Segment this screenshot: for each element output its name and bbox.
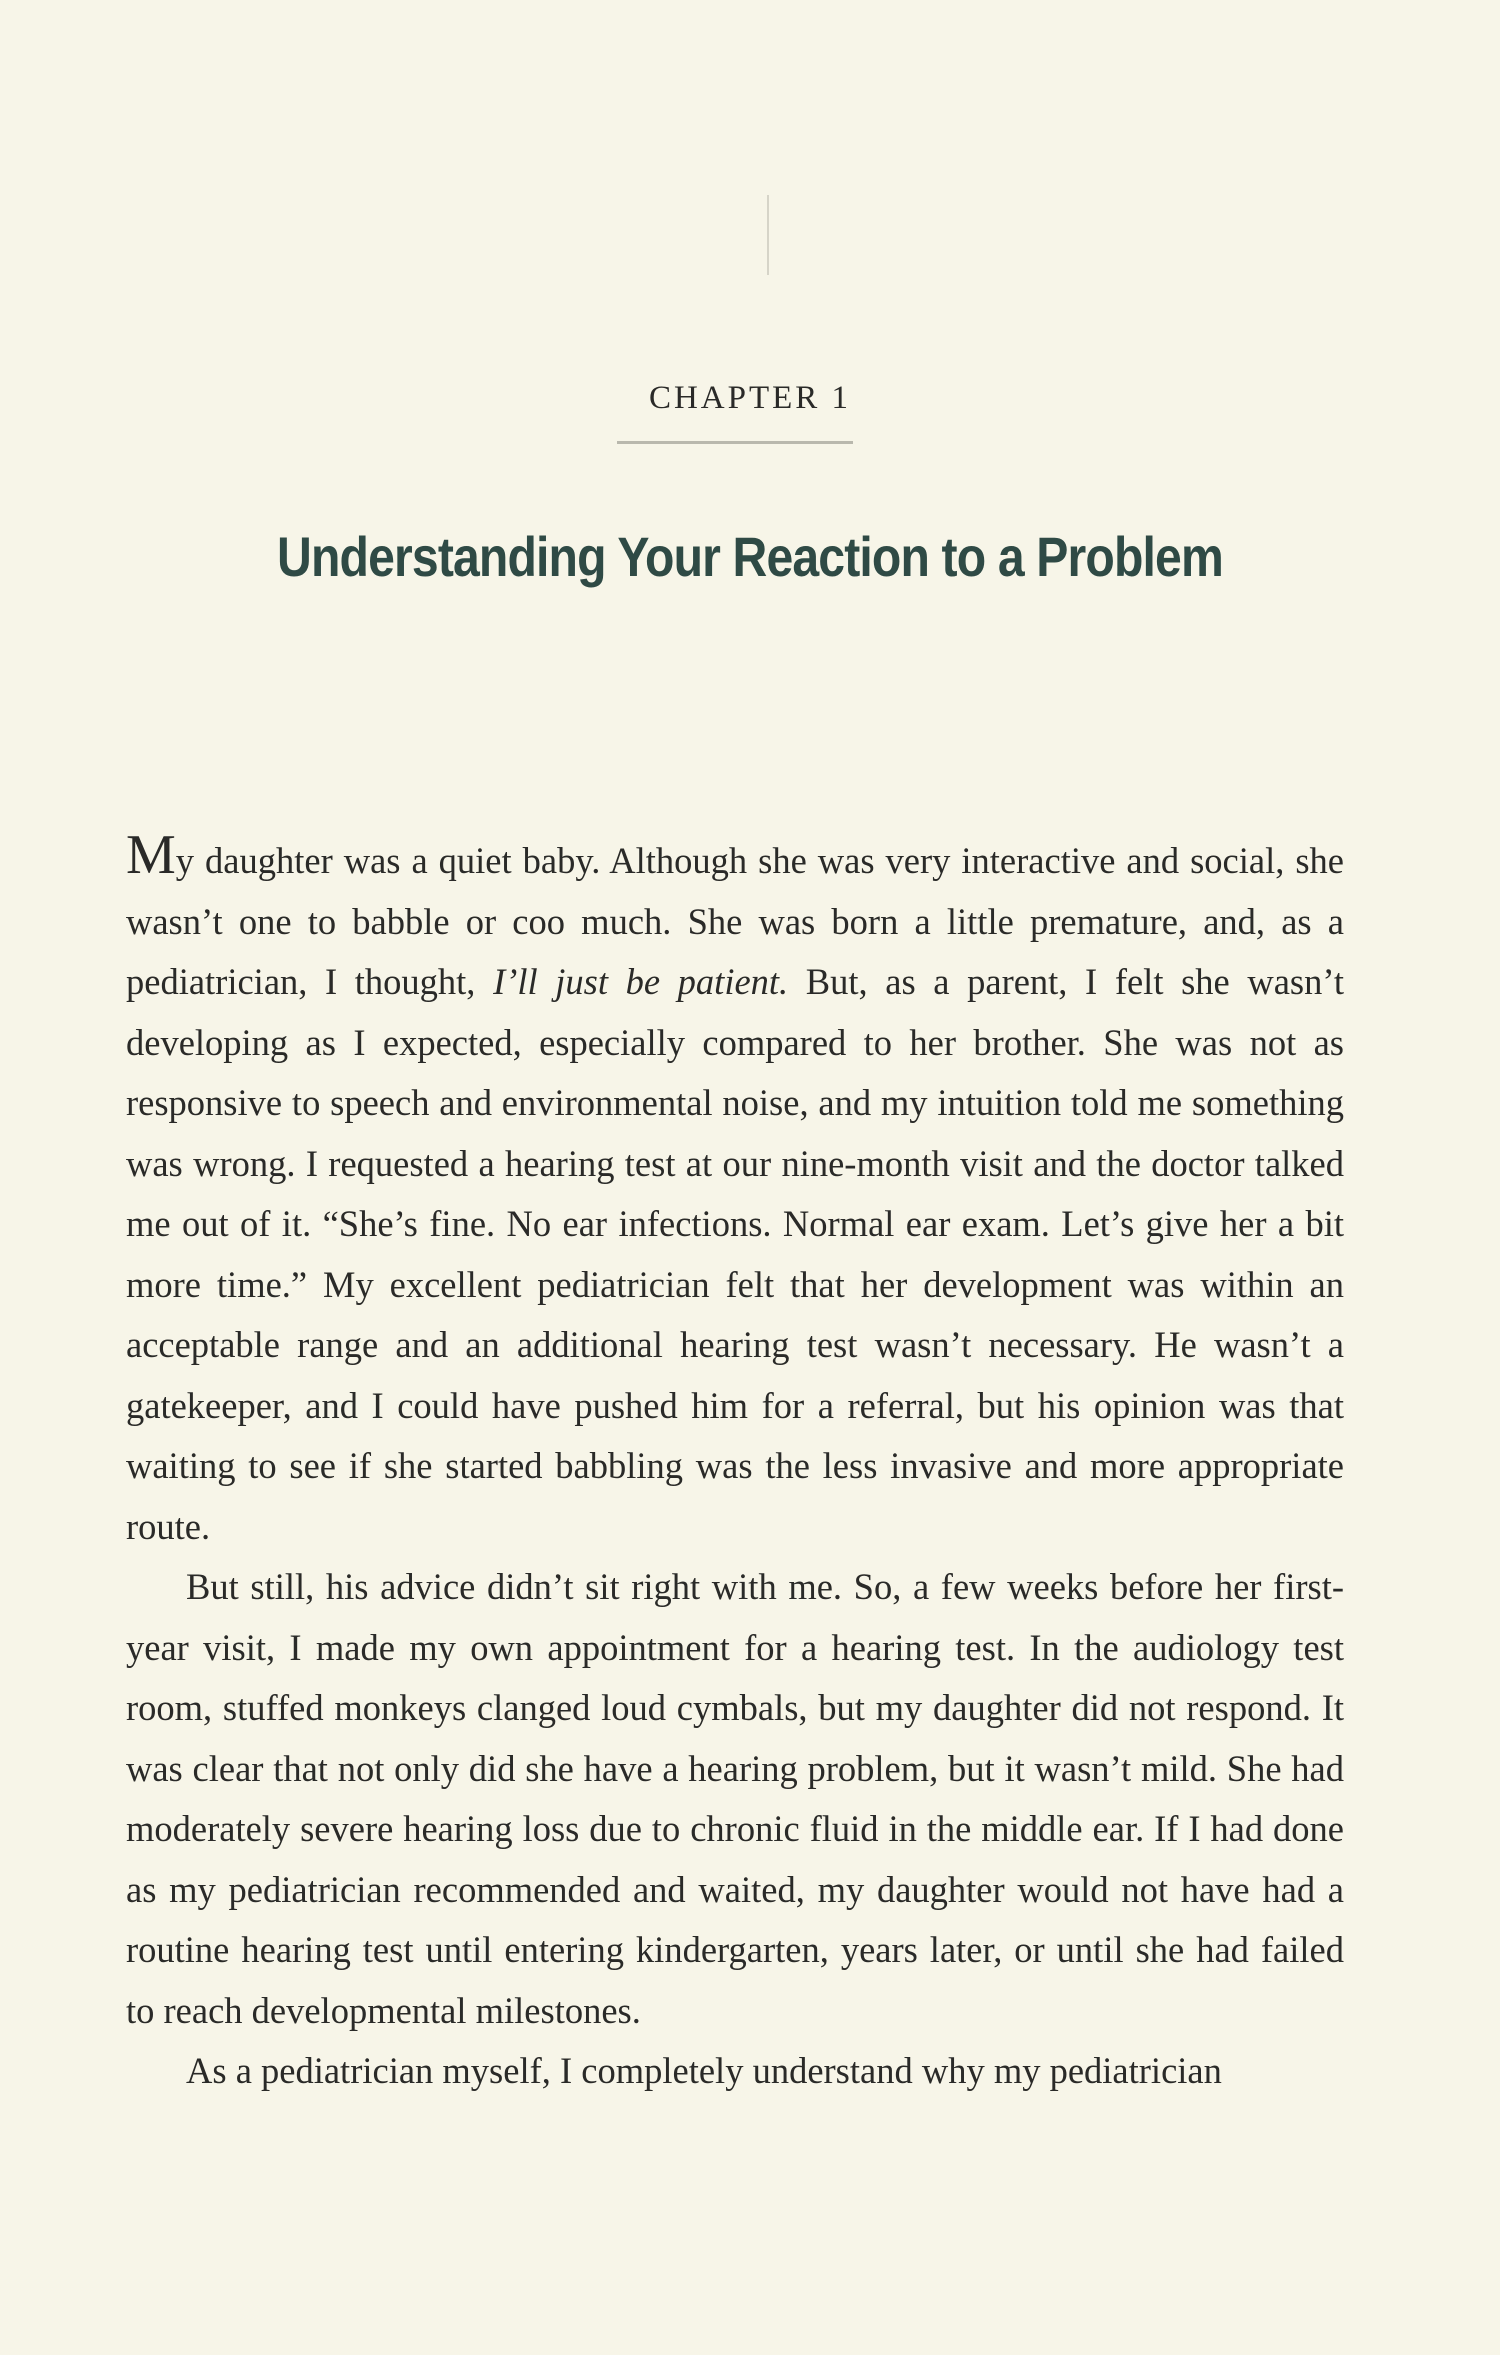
chapter-label: CHAPTER 1 <box>648 380 852 416</box>
chapter-divider <box>617 441 853 444</box>
paragraph-1-text-b: But, as a parent, I felt she wasn’t developing as I expected, especially compared to her brother. She was not as responsive to speech and environmental noise, and my intuition told me something was wrong. I requested a hearing test at our nine-month visit and the doctor talked me out of it. “She’s fine. No ear infections. Normal ear exam. Let’s give her a bit more time.” My excellent pediatrician felt that her development was within an acceptable range and an additional hearing test wasn’t necessary. He wasn’t a gatekeeper, and I could have pushed him for a referral, but his opinion was that waiting to see if she started babbling was the less invasive and more appropriate route. <box>126 961 1344 1547</box>
chapter-title: Understanding Your Reaction to a Problem <box>277 525 1223 588</box>
paragraph-1-text-a: y daughter was a quiet baby. Although she was very interactive and social, she wasn’t one to babble or coo much. She was born a little premature, and, as a pediatrician, I thought, <box>126 840 1344 1002</box>
paragraph-1 <box>126 824 1344 1557</box>
paragraph-3: As a pediatrician myself, I completely understand why my pediatrician <box>186 2050 1222 2091</box>
scan-artifact-line <box>767 195 769 275</box>
paragraph-1-italic: I’ll just be patient. <box>493 961 789 1002</box>
paragraph-2: But still, his advice didn’t sit right with me. So, a few weeks before her first-year visit, I made my own appointment for a hearing test. In the audiology test room, stuffed monkeys clanged loud cymbals, but my daughter did not respond. It was clear that not only did she have a hearing problem, but it wasn’t mild. She had moderately severe hearing loss due to chronic fluid in the middle ear. If I had done as my pediatrician recommended and waited, my daughter would not have had a routine hearing test until entering kindergarten, years later, or until she had failed to reach developmental milestones. <box>126 1566 1344 2031</box>
drop-cap: M <box>126 824 176 886</box>
body-text <box>126 824 1344 2102</box>
